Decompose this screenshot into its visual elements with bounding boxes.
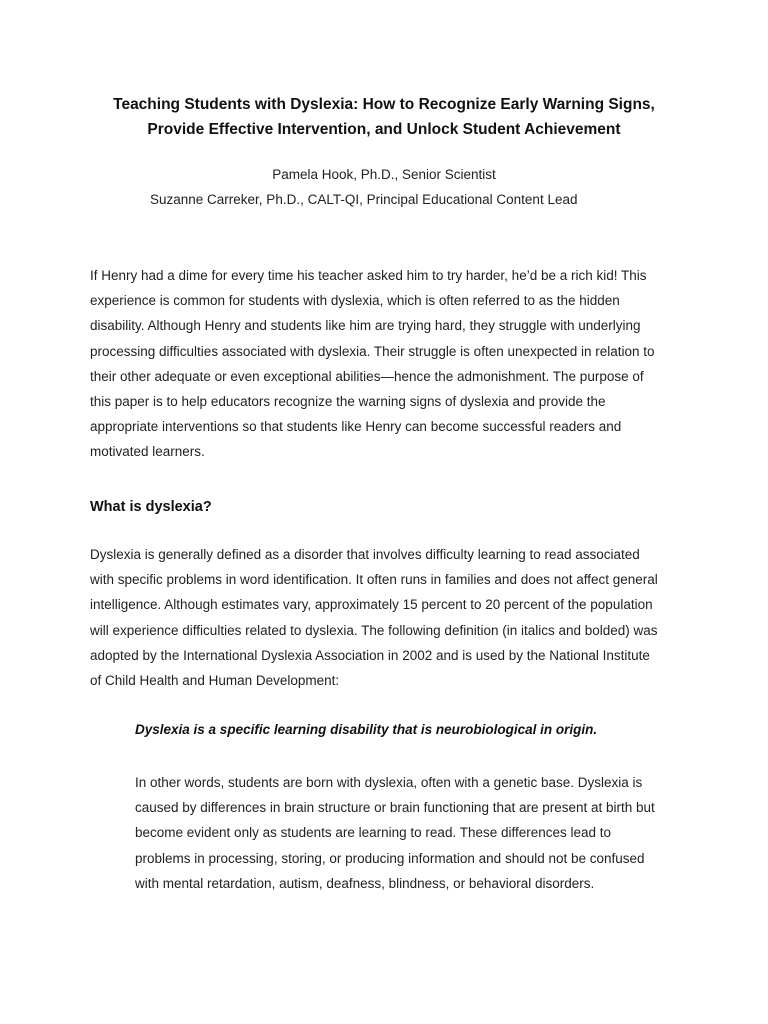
paper-title	[60, 92, 708, 142]
text-line: with mental retardation, autism, deafness, blindness, or behavioral disorders.	[135, 875, 595, 891]
text-line: disability. Although Henry and students like him are trying hard, they struggle with underlying	[90, 318, 641, 334]
text-line: their other adequate or even exceptional abilities—hence the admonishment. The purpose of	[90, 368, 644, 384]
text-line: problems in processing, storing, or producing information and should not be confused	[135, 850, 645, 866]
text-line: motivated learners.	[90, 444, 205, 460]
title-line: Teaching Students with Dyslexia: How to Recognize Early Warning Signs,	[113, 96, 655, 113]
text-line: experience is common for students with dyslexia, which is often referred to as the hidden	[90, 293, 620, 309]
text-line: will experience difficulties related to dyslexia. The following definition (in italics and bolded) was	[90, 622, 658, 638]
author-line: Suzanne Carreker, Ph.D., CALT-QI, Principal Educational Content Lead	[150, 192, 578, 207]
title-line: Provide Effective Intervention, and Unlock Student Achievement	[147, 121, 621, 138]
section-heading: What is dyslexia?	[90, 499, 212, 515]
definition-quote: Dyslexia is a specific learning disability that is neurobiological in origin.	[135, 722, 598, 737]
explanation-paragraph	[135, 770, 695, 896]
text-line: If Henry had a dime for every time his teacher asked him to try harder, he’d be a rich kid! This	[90, 268, 647, 283]
text-line: adopted by the International Dyslexia Association in 2002 and is used by the National Institute	[90, 647, 650, 663]
intro-paragraph	[90, 263, 690, 465]
text-line: Dyslexia is generally defined as a disorder that involves difficulty learning to read associated	[90, 547, 640, 562]
text-line: intelligence. Although estimates vary, approximately 15 percent to 20 percent of the population	[90, 597, 653, 613]
text-line: In other words, students are born with dyslexia, often with a genetic base. Dyslexia is	[135, 775, 643, 790]
text-line: of Child Health and Human Development:	[90, 673, 340, 689]
author-line: Pamela Hook, Ph.D., Senior Scientist	[272, 167, 496, 182]
text-line: processing difficulties associated with dyslexia. Their struggle is often unexpected in relation to	[90, 343, 655, 359]
definition-paragraph	[90, 542, 690, 693]
text-line: appropriate interventions so that students like Henry can become successful readers and	[90, 419, 622, 435]
text-line: become evident only as students are learning to read. These differences lead to	[135, 825, 612, 841]
text-line: this paper is to help educators recognize the warning signs of dyslexia and provide the	[90, 394, 606, 410]
text-line: with specific problems in word identification. It often runs in families and does not affect general	[90, 572, 658, 588]
text-line: caused by differences in brain structure or brain functioning that are present at birth but	[135, 800, 655, 816]
